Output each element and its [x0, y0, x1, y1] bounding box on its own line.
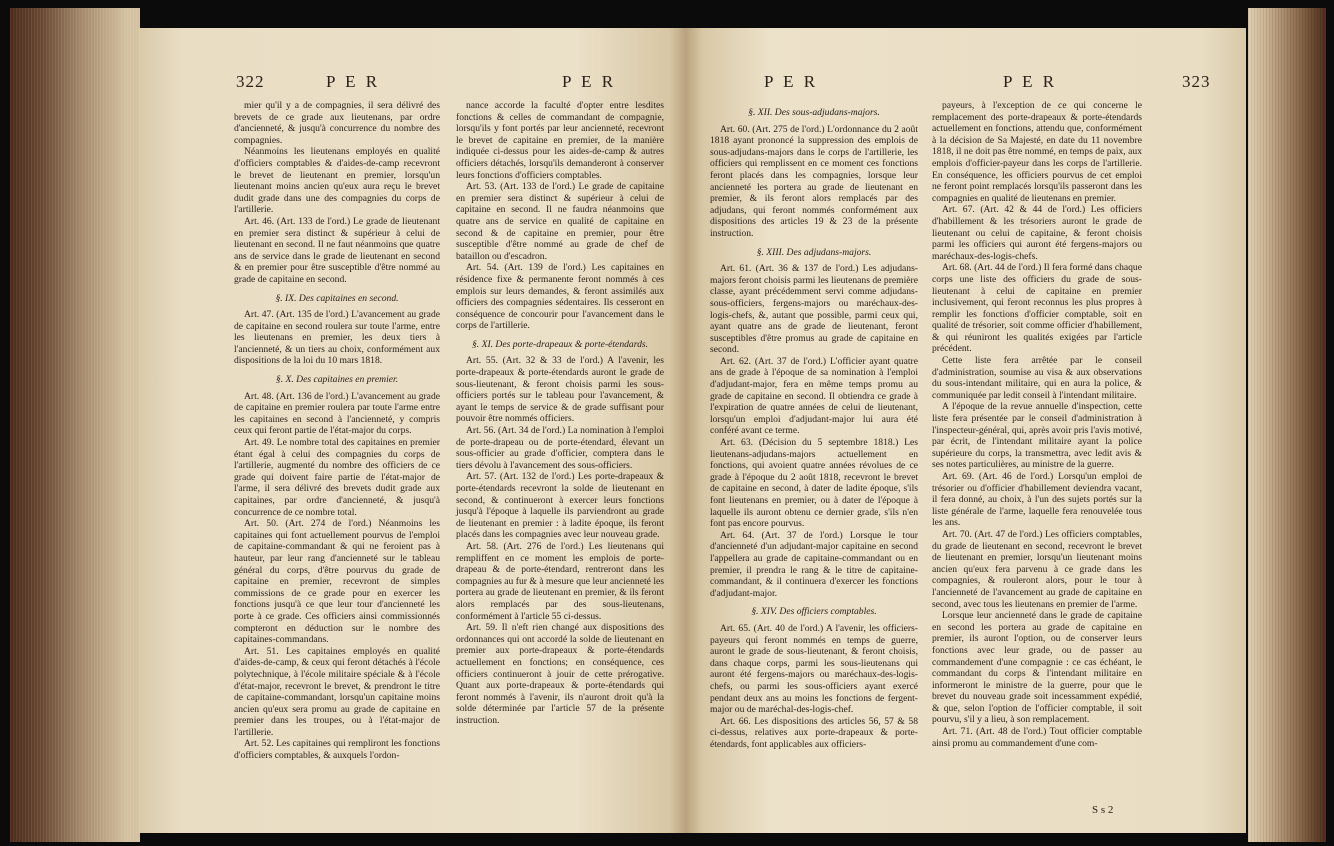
paragraph: Néanmoins les lieutenans employés en qualité d'officiers comptables & d'aides-de-camp recevront le brevet de lieutenant en premier, lorsqu'un lieutenant moins ancien qu'eux aura reçu le brevet dudit grade dans une des compagnies du corps de l'artillerie. — [234, 146, 440, 216]
paragraph: Art. 69. (Art. 46 de l'ord.) Lorsqu'un emploi de trésorier ou d'officier d'habillement deviendra vacant, il fera donné, au choix, à l'un des sujets portés sur la liste générale de l'arme, laquelle fera renouvelée tous les ans. — [932, 471, 1142, 529]
paragraph: Art. 57. (Art. 132 de l'ord.) Les porte-drapeaux & porte-étendards recevront la solde de lieutenant en second, & continueront à exercer leurs fonctions jusqu'à l'époque à laquelle ils parviendront au grade de lieutenant en premier : à ladite époque, ils feront placés dans les compagnies avec leur nouveau grade. — [456, 471, 664, 541]
paragraph: Art. 58. (Art. 276 de l'ord.) Les lieutenans qui rempliffent en ce moment les emplois de porte-drapeau & de porte-étendard, rentreront dans les compagnies au fur & à mesure que leur ancienneté les portera au grade de lieutenant en premier, & ils feront alors remplacés par des sous-lieutenans, conformément à l'article 55 ci-dessus. — [456, 540, 664, 622]
headword: P E R — [562, 72, 617, 91]
page-number: 323 — [1182, 72, 1211, 91]
section-heading: §. XII. Des sous-adjudans-majors. — [748, 107, 880, 118]
right-page — [686, 28, 1246, 833]
section-heading: §. IX. Des capitaines en second. — [275, 292, 399, 304]
paragraph: Art. 53. (Art. 133 de l'ord.) Le grade de capitaine en premier sera distinct & supérieur à celui de capitaine en second. Il ne faudra néanmoins que quatre ans de service en qualité de capitaine en second & de capitaine en premier, pour être susceptible d'être nommé au grade de chef de bataillon ou d'escadron. — [456, 181, 664, 262]
paragraph: Art. 46. (Art. 133 de l'ord.) Le grade de lieutenant en premier sera distinct & supérieur à celui de lieutenant en second. Il ne faut néanmoins que quatre ans de service dans le grade de lieutenant en second & en premier pour être susceptible d'être nommé au grade de capitaine en second. — [234, 215, 440, 285]
paragraph: Cette liste fera arrêtée par le conseil d'administration, soumise au visa & aux observations du sous-intendant militaire, qui en aura la police, & communiquée par ledit conseil à l'intendant militaire. — [932, 355, 1142, 401]
paragraph: A l'époque de la revue annuelle d'inspection, cette liste fera présentée par le conseil d'administration à l'inspecteur-général, qui, après avoir pris l'avis motivé, par écrit, de l'intendant militaire ayant la police supérieure du corps, la transmettra, avec ledit avis & ses notes particulières, au ministre de la guerre. — [932, 401, 1142, 471]
section-heading: §. X. Des capitaines en premier. — [275, 374, 399, 386]
paragraph: Art. 64. (Art. 37 de l'ord.) Lorsque le tour d'ancienneté d'un adjudant-major capitaine en second l'appellera au grade de capitaine-commandant ou en premier, il prendra le rang & le titre de capitaine-commandant, & il continuera d'exercer les fonctions d'adjudant-major. — [710, 529, 918, 599]
left-page — [138, 28, 686, 833]
paragraph: Art. 61. (Art. 36 & 137 de l'ord.) Les adjudans-majors feront choisis parmi les lieutenans de première classe, ayant précédemment servi comme adjudans-sous-officiers, fergens-majors ou maréchaux-des-logis-chefs, &, autant que possible, parmi ceux qui, ayant quatre ans de grade de lieutenant, feront susceptibles d'être promus au grade de capitaine en second. — [710, 263, 918, 356]
open-book — [10, 8, 1326, 842]
paragraph: Art. 55. (Art. 32 & 33 de l'ord.) A l'avenir, les porte-drapeaux & porte-étendards auront le grade de sous-lieutenant, & feront choisis parmi les sous-officiers portés sur le tableau pour l'avancement, & ayant le temps de service & de grade suffisant pour pouvoir être nommés officiers. — [456, 355, 664, 425]
text-column-1 — [234, 100, 440, 762]
text-column-1 — [710, 100, 918, 750]
section-heading: §. XIV. Des officiers comptables. — [751, 606, 877, 618]
paragraph: payeurs, à l'exception de ce qui concerne le remplacement des porte-drapeaux & porte-étendards actuellement en fonctions, attendu que, conformément à la décision de Sa Majesté, en date du 11 novembre 1818, il ne doit pas être nommé, en temps de paix, aux emplois d'officier-payeur dans les corps de l'artillerie. En conséquence, les officiers pourvus de cet emploi ne feront point remplacés lorsqu'ils passeront dans les compagnies en qualité de lieutenans en premier. — [932, 100, 1142, 204]
paragraph: Art. 48. (Art. 136 de l'ord.) L'avancement au grade de capitaine en premier roulera par toute l'arme entre les capitaines en second à l'ancienneté, y compris ceux qui feront partie de l'état-major du corps. — [234, 390, 440, 437]
paragraph: Art. 67. (Art. 42 & 44 de l'ord.) Les officiers d'habillement & les trésoriers auront le grade de lieutenant ou celui de capitaine, & feront choisis parmi les officiers qui auront été fergens-majors ou maréchaux-des-logis-chefs. — [932, 204, 1142, 262]
section-heading: §. XIII. Des adjudans-majors. — [756, 246, 872, 258]
paragraph: Art. 54. (Art. 139 de l'ord.) Les capitaines en résidence fixe & permanente feront nommés à ces emplois sur leurs demandes, & feront assimilés aux officiers des compagnies sédentaires. Ils cesseront en conséquence de concourir pour l'avancement dans le corps de l'artillerie. — [456, 262, 664, 332]
running-head-left — [138, 72, 686, 98]
paragraph: Lorsque leur ancienneté dans le grade de capitaine en second les portera au grade de capitaine en premier, ils auront l'option, ou de conserver leurs fonctions avec leur grade, ou de passer au commandement d'une compagnie : ce cas échéant, le commandant du corps & l'intendant militaire en informeront le ministre de la guerre, pour que le brevet du nouveau grade soit incessamment expédié, & que, selon l'option de l'officier comptable, il soit pourvu, s'il y a lieu, à son remplacement. — [932, 610, 1142, 726]
paragraph: Art. 50. (Art. 274 de l'ord.) Néanmoins les capitaines qui font actuellement pourvus de l'emploi de capitaine-commandant & qui ne feroient pas à hauteur, par leur rang d'ancienneté sur le tableau général du corps, d'être pourvus du grade de capitaine en premier, recevront de simples commissions de ce grade pour en exercer les fonctions jusqu'à ce que leur tour d'ancienneté les porte à ce grade. Ces officiers ainsi commissionnés compteront en déduction sur le nombre des capitaines-commandans. — [234, 518, 440, 646]
paragraph: Art. 65. (Art. 40 de l'ord.) A l'avenir, les officiers-payeurs qui feront nommés en temps de guerre, auront le grade de sous-lieutenant, & feront choisis, dans chaque corps, parmi les sous-lieutenans qui auront été fergens-majors ou maréchaux-des-logis-chefs, ou parmi les sous-officiers ayant exercé pendant deux ans au moins les fonctions de fergent-major ou de maréchal-des-logis-chef. — [710, 622, 918, 716]
section-heading: §. XI. Des porte-drapeaux & porte-étendards. — [471, 338, 649, 350]
paragraph: Art. 51. Les capitaines employés en qualité d'aides-de-camp, & ceux qui feront détachés à l'école polytechnique, à l'école militaire spéciale & à l'école d'état-major, recevront le brevet, & prendront le titre de capitaine-commandant, lorsqu'un capitaine moins ancien qu'eux sera promu au grade de capitaine en premier dans les troupes, ou à l'état-major de l'artillerie. — [234, 645, 440, 738]
page-number: 322 — [236, 72, 265, 91]
paragraph: Art. 52. Les capitaines qui rempliront les fonctions d'officiers comptables, & auxquels l'ordon- — [234, 738, 440, 762]
paragraph: Art. 47. (Art. 135 de l'ord.) L'avancement au grade de capitaine en second roulera sur toute l'arme, entre les lieutenans en premier, les deux tiers à l'ancienneté, & un tiers au choix, conformément aux dispositions de la loi du 10 mars 1818. — [234, 309, 440, 367]
paragraph: Art. 68. (Art. 44 de l'ord.) Il fera formé dans chaque corps une liste des officiers du grade de sous-lieutenant à celui de capitaine en premier inclusivement, qui feront reconnus les plus propres à remplir les fonctions d'officier comptable, soit en qualité de trésorier, soit comme officier d'habillement, & qui réuniront les qualités exigées par l'article précédent. — [932, 262, 1142, 355]
book-edge-right — [1248, 8, 1326, 842]
paragraph: Art. 63. (Décision du 5 septembre 1818.) Les lieutenans-adjudans-majors actuellement en fonctions, qui avoient quatre années révolues de ce grade à l'époque du 2 août 1818, recevront le brevet de capitaine en second, à dater de ladite époque, s'ils font lieutenans en premier, ou à dater de l'époque à laquelle ils auront obtenu ce dernier grade, s'ils n'en font pas encore pourvus. — [710, 437, 918, 530]
signature-mark: S s 2 — [1092, 804, 1114, 816]
text-column-2 — [456, 100, 664, 726]
paragraph: nance accorde la faculté d'opter entre lesdites fonctions & celles de commandant de compagnie, lorsqu'ils y font portés par leur ancienneté, recevront le brevet de capitaine en premier, de la manière indiquée ci-dessus pour les aides-de-camp & autres officiers détachés, lorsqu'ils demanderont à conserver leurs fonctions d'officiers comptables. — [456, 100, 664, 181]
book-edge-left — [10, 8, 140, 842]
paragraph: Art. 70. (Art. 47 de l'ord.) Les officiers comptables, du grade de lieutenant en second, recevront le brevet de lieutenant en premier, lorsqu'un lieutenant moins ancien qu'eux fera parvenu à ce grade dans les compagnies, & rouleront alors, pour le tour à l'ancienneté de l'avancement au grade de capitaine en second, avec tous les lieutenans en premier de l'arme. — [932, 528, 1142, 610]
paragraph: mier qu'il y a de compagnies, il sera délivré des brevets de ce grade aux lieutenans, par ordre d'ancienneté, & jusqu'à concurrence du nombre des compagnies. — [234, 100, 440, 146]
paragraph: Art. 60. (Art. 275 de l'ord.) L'ordonnance du 2 août 1818 ayant prononcé la suppression des emplois de sous-adjudans-majors dans le corps de l'artillerie, les officiers qui remplissent en ce moment ces fonctions feront placés dans les compagnies, lorsque leur ancienneté les portera au grade de lieutenant en premier, & ils feront alors remplacés par des adjudans, qui feront nommés conformément aux dispositions des articles 19 & 23 de la présente instruction. — [710, 123, 918, 239]
paragraph: Art. 56. (Art. 34 de l'ord.) La nomination à l'emploi de porte-drapeau ou de porte-étendard, élevant un sous-officier au grade d'officier, comptera dans le tiers dévolu à l'avancement des sous-officiers. — [456, 425, 664, 471]
paragraph: Art. 71. (Art. 48 de l'ord.) Tout officier comptable ainsi promu au commandement d'une com- — [932, 726, 1142, 749]
paragraph: Art. 62. (Art. 37 de l'ord.) L'officier ayant quatre ans de grade à l'époque de sa nomination à l'emploi d'adjudant-major, fera en même temps promu au grade de capitaine en second. Il obtiendra ce grade à l'expiration de quatre années de celui de lieutenant, lorsqu'un emploi d'adjudant-major lui aura été conféré avant ce terme. — [710, 355, 918, 437]
paragraph: Art. 66. Les dispositions des articles 56, 57 & 58 ci-dessus, relatives aux porte-drapeaux & porte-étendards, font applicables aux officiers- — [710, 715, 918, 750]
paragraph: Art. 59. Il n'eft rien changé aux dispositions des ordonnances qui ont accordé la solde de lieutenant en premier aux porte-drapeaux & porte-étendards actuellement en fonctions; en conséquence, ces officiers continueront à jouir de cette prérogative. Quant aux porte-drapeaux & porte-étendards qui feront nommés à l'avenir, ils n'auront droit qu'à la solde déterminée par l'article 57 de la présente instruction. — [456, 622, 664, 726]
running-head-right — [686, 72, 1246, 98]
headword: P E R — [1003, 72, 1058, 91]
text-column-2 — [932, 100, 1142, 749]
headword: P E R — [764, 72, 819, 91]
paragraph: Art. 49. Le nombre total des capitaines en premier étant égal à celui des compagnies du corps de l'artillerie, augmenté du nombre des officiers de ce grade qui doivent faire partie de l'état-major de l'arme, il sera délivré des brevets dudit grade aux capitaines, par ordre d'ancienneté, & jusqu'à concurrence de ce nombre total. — [234, 437, 440, 518]
headword: P E R — [326, 72, 381, 91]
